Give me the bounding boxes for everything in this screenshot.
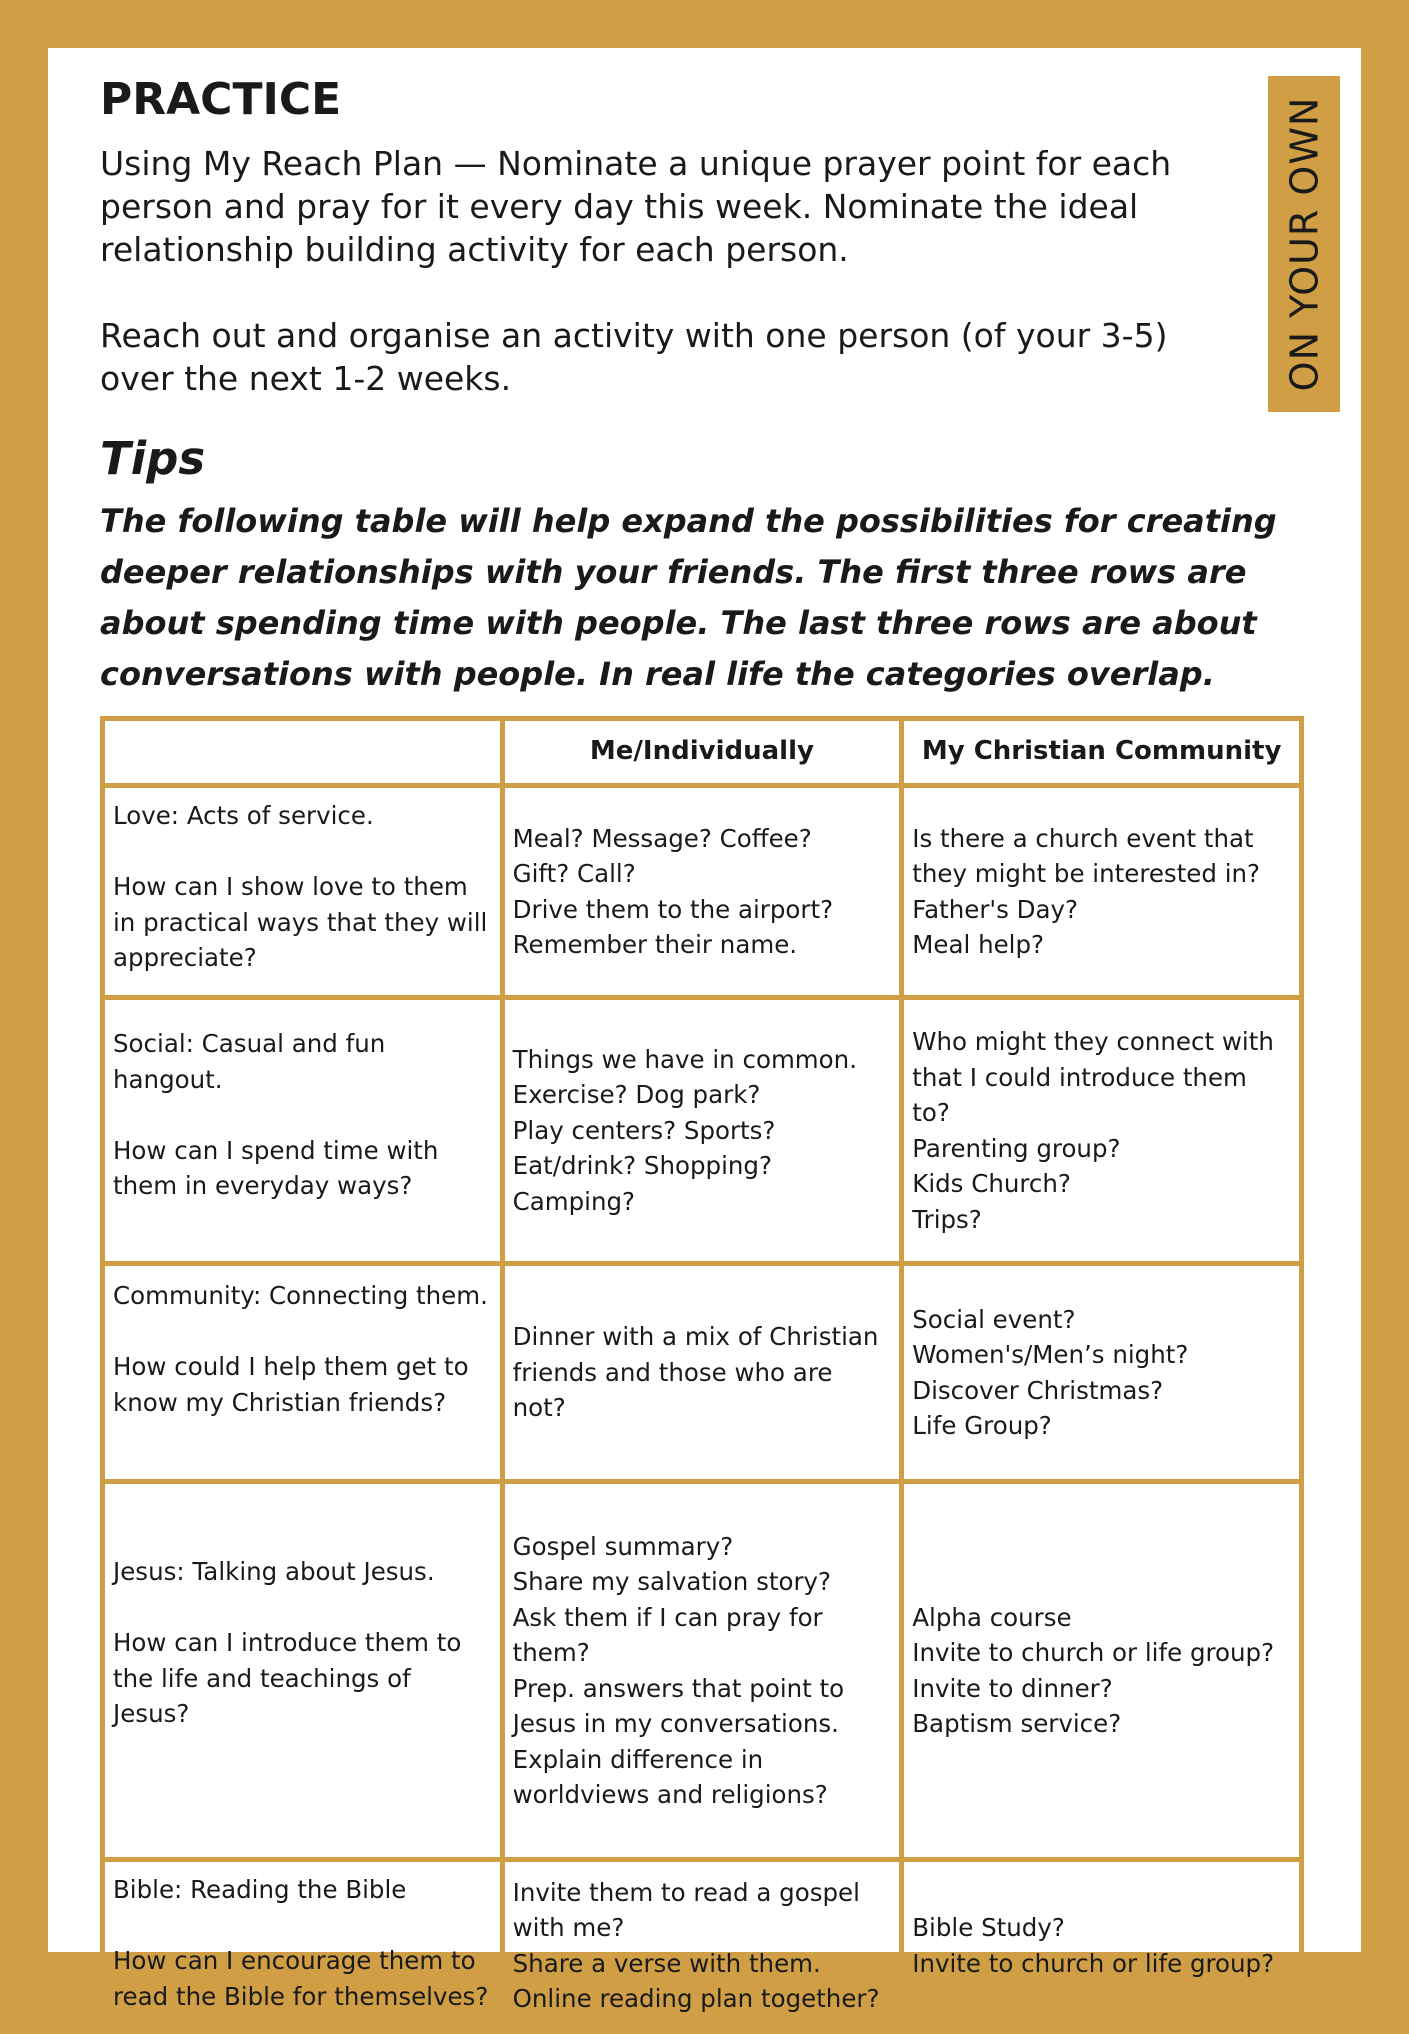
table-row-bible	[103, 1860, 1302, 2032]
practice-paragraph-reach-out: Reach out and organise an activity with one person (of your 3-5) over the next 1-2 weeks.	[100, 316, 1168, 398]
community-cell: Bible Study? Invite to church or life group?	[902, 1860, 1302, 2032]
header-empty	[103, 719, 503, 786]
practice-paragraph-reach-plan: Using My Reach Plan — Nominate a unique prayer point for each person and pray for it every day this week. Nominate the ideal relationship building activity for each person.	[100, 144, 1172, 269]
category-cell: Social: Casual and fun hangout. How can I spend time with them in everyday ways?	[103, 998, 503, 1264]
community-cell: Alpha course Invite to church or life group? Invite to dinner? Baptism service?	[902, 1482, 1302, 1860]
side-tab-label: ON YOUR OWN	[1282, 96, 1327, 392]
practice-heading: PRACTICE	[100, 74, 342, 125]
individually-cell: Things we have in common. Exercise? Dog park? Play centers? Sports? Eat/drink? Shopping? Camping?	[502, 998, 902, 1264]
individually-cell: Meal? Message? Coffee? Gift? Call? Drive them to the airport? Remember their name.	[502, 786, 902, 998]
tips-intro: The following table will help expand the possibilities for creating deeper relationships with your friends. The first three rows are about spending time with people. The last three rows are about conversations with people. In real life the categories overlap.	[100, 502, 1277, 693]
category-cell: Community: Connecting them. How could I help them get to know my Christian friends?	[103, 1264, 503, 1482]
community-cell: Who might they connect with that I could introduce them to? Parenting group? Kids Church? Trips?	[902, 998, 1302, 1264]
header-me-individually: Me/Individually	[502, 719, 902, 786]
category-cell: Love: Acts of service. How can I show love to them in practical ways that they will appreciate?	[103, 786, 503, 998]
category-cell: Jesus: Talking about Jesus. How can I introduce them to the life and teachings of Jesus?	[103, 1482, 503, 1860]
table-row-love	[103, 786, 1302, 998]
table-row-community	[103, 1264, 1302, 1482]
table-row-social	[103, 998, 1302, 1264]
community-cell: Social event? Women's/Men’s night? Discover Christmas? Life Group?	[902, 1264, 1302, 1482]
individually-cell: Gospel summary? Share my salvation story? Ask them if I can pray for them? Prep. answers that point to Jesus in my conversations. Explain difference in worldviews and religions?	[502, 1482, 902, 1860]
on-your-own-tab	[1268, 76, 1340, 412]
table-row-jesus	[103, 1482, 1302, 1860]
tips-heading: Tips	[100, 432, 206, 485]
table-header-row	[103, 719, 1302, 786]
category-cell: Bible: Reading the Bible How can I encourage them to read the Bible for themselves?	[103, 1860, 503, 2032]
individually-cell: Invite them to read a gospel with me? Share a verse with them. Online reading plan together?	[502, 1860, 902, 2032]
tips-table	[100, 716, 1304, 2034]
individually-cell: Dinner with a mix of Christian friends and those who are not?	[502, 1264, 902, 1482]
header-christian-community: My Christian Community	[902, 719, 1302, 786]
community-cell: Is there a church event that they might be interested in? Father's Day? Meal help?	[902, 786, 1302, 998]
